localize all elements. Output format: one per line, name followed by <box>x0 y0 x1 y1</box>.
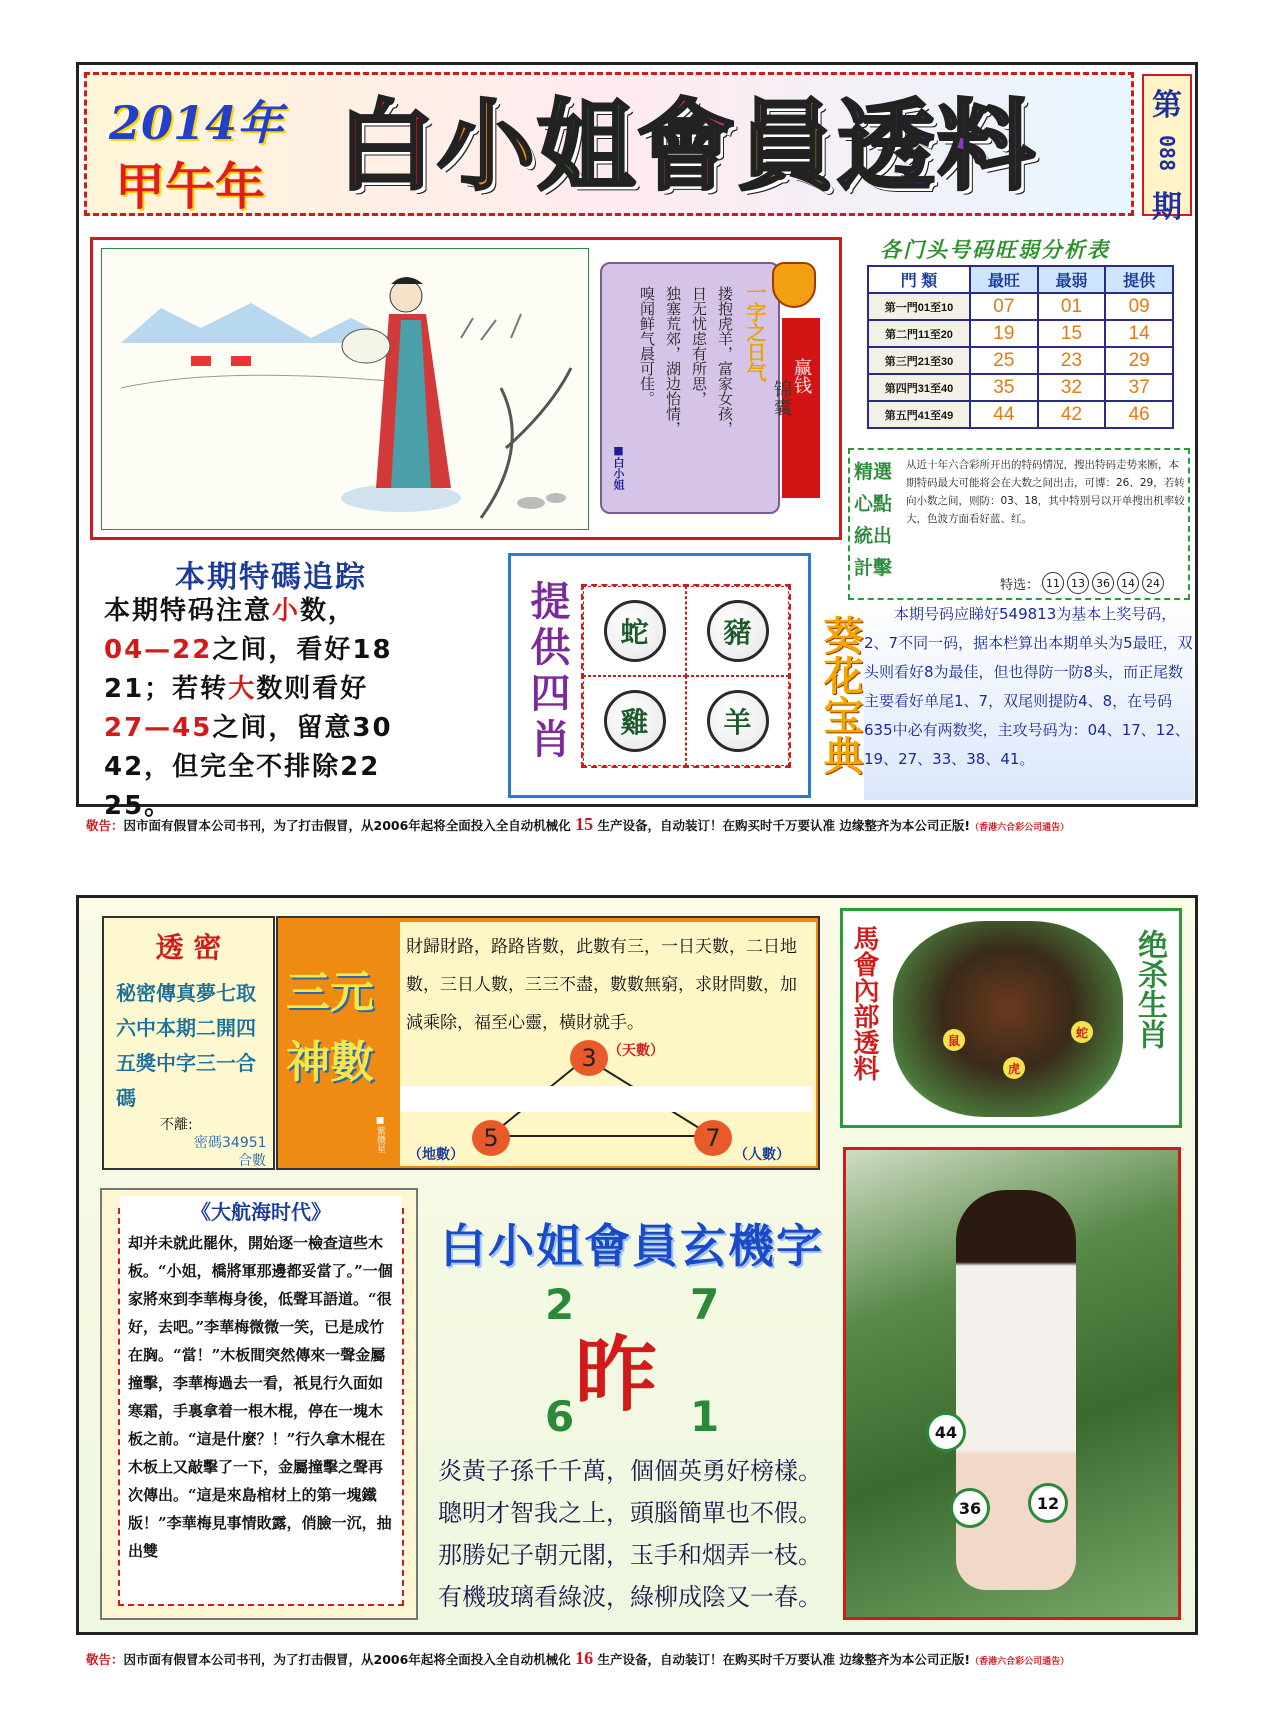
notice-text-a: 因市面有假冒本公司书刊，为了打击假冒，从2006年起将全面投入全自动机械化 <box>123 818 571 833</box>
title-char: 會 <box>637 89 736 204</box>
scroll-line: 搂抱虎羊，富家女孩， <box>716 286 734 436</box>
di-label: （地數） <box>408 1147 464 1163</box>
issue-box <box>1142 74 1192 225</box>
analysis-text: 从近十年六合彩所开出的特码情况，搜出特码走势来断，本期特码最大可能将会在大数之间出击，可博：26、29，若转向小数之间，则防：03、18，其中特别号以开单搜出机率较大，色波方面看好蓝、红。 <box>906 459 1185 525</box>
horse-photo <box>893 921 1123 1117</box>
story-text: 却并未就此罷休，開始逐一檢查這些木板。“小姐，橋將軍那邊都妥當了。”一個家將來到李華梅身後，低聲耳語道。“很好，去吧。”李華梅微微一笑，已是成竹在胸。“當！”木板間突然傳來一聲金屬撞擊，李華梅過去一看，衹見行久面如寒霜，手裏拿着一根木棍，停在一塊木板之前。“這是什麼？！”行久拿木棍在木板上又敲擊了一下，金屬撞擊之聲再次傳出。“這是來島棺材上的第一塊鐵版！”李華梅見事情敗露，俏臉一沉，抽出雙 <box>128 1234 393 1560</box>
zodiac-cell <box>686 676 789 766</box>
notice-text-b: 生产设备，自动装订！在购买时千万要认准 边缘整齐为本公司正版! <box>597 1652 971 1667</box>
story-title: 《大航海时代》 <box>120 1196 402 1225</box>
stats-value: 07 <box>970 293 1038 320</box>
stats-value: 09 <box>1105 293 1173 320</box>
title-char: 員 <box>737 89 836 204</box>
poem-line: 炎黃子孫千千萬，個個英勇好榜樣。 <box>438 1457 822 1485</box>
notice-publisher: （香港六合彩公司通告） <box>970 823 1070 833</box>
scroll-line: 独塞荒郊，湖边怡情， <box>664 286 682 436</box>
red-tag-top: 赢钱 <box>791 358 812 394</box>
mystery-title: 白小姐會員玄機字 <box>440 1219 824 1273</box>
notice-publisher: （香港六合彩公司通告） <box>970 1657 1070 1667</box>
stats-row-label: 第四門31至40 <box>868 374 970 401</box>
special-ball: 36 <box>1092 572 1114 594</box>
stats-value: 46 <box>1105 401 1173 428</box>
stats-header: 門 類 <box>868 266 970 293</box>
horse-tag: 虎 <box>1003 1057 1025 1079</box>
secret-title: 透 密 <box>155 931 222 964</box>
stats-value: 42 <box>1038 401 1106 428</box>
stats-value: 15 <box>1038 320 1106 347</box>
title-char: 透 <box>837 89 936 204</box>
header-year: 2014年 <box>109 96 284 150</box>
scroll-panel <box>600 262 780 514</box>
mystery-poem <box>438 1450 838 1618</box>
stats-header: 最弱 <box>1038 266 1106 293</box>
notice-text-b: 生产设备，自动装订！在购买时千万要认准 边缘整齐为本公司正版! <box>597 818 971 833</box>
notice-text-a: 因市面有假冒本公司书刊，为了打击假冒，从2006年起将全面投入全自动机械化 <box>123 1652 571 1667</box>
horse-tag: 蛇 <box>1071 1021 1093 1043</box>
photo-ball: 36 <box>950 1488 990 1528</box>
sunflower-side: 葵花宝典 <box>817 615 863 775</box>
horse-box <box>840 908 1182 1128</box>
zodiac-ball: 羊 <box>707 690 769 752</box>
stats-value: 25 <box>970 347 1038 374</box>
special-ball: 11 <box>1042 572 1064 594</box>
title-char: 料 <box>937 89 1036 204</box>
sanyuan-title: 三元神數 <box>286 967 374 1088</box>
analysis-side <box>854 458 904 582</box>
zodiac-cell <box>583 586 686 676</box>
notice-label: 敬告： <box>86 818 124 833</box>
stats-row-label: 第一門01至10 <box>868 293 970 320</box>
zodiac-ball: 雞 <box>604 690 666 752</box>
mystery-n4: 1 <box>690 1392 720 1441</box>
ren-label: （人數） <box>734 1147 790 1163</box>
analysis-box <box>848 448 1190 600</box>
mystery-n3: 6 <box>545 1392 575 1441</box>
horse-tag: 鼠 <box>943 1029 965 1051</box>
tracking-line: 27—45之间，留意30 <box>104 713 393 743</box>
tian-label: （天數） <box>608 1043 664 1059</box>
photo-ball: 44 <box>926 1412 966 1452</box>
stats-value: 37 <box>1105 374 1173 401</box>
secret-code: 密碼34951 <box>194 1135 267 1151</box>
mystery-char: 昨 <box>575 1327 658 1423</box>
stats-title: 各门头号码旺弱分析表 <box>880 238 1110 262</box>
secret-suffix: 合數 <box>238 1153 266 1169</box>
stats-value: 35 <box>970 374 1038 401</box>
tracking-line: 21；若转大数则看好 <box>104 674 369 704</box>
stats-row-label: 第五門41至49 <box>868 401 970 428</box>
poem-line: 那勝妃子朝元閣，玉手和烟弄一枝。 <box>438 1541 822 1569</box>
poem-line: 聰明才智我之上，頭腦簡單也不假。 <box>438 1499 822 1527</box>
analysis-side-word: 計擊 <box>854 557 893 579</box>
sanyuan-content <box>400 922 816 1166</box>
photo-ball: 12 <box>1028 1483 1068 1523</box>
stats-row-label: 第三門21至30 <box>868 347 970 374</box>
stats-value: 44 <box>970 401 1038 428</box>
issue-prefix: 第 <box>1152 88 1182 123</box>
secret-label: 不離: <box>160 1117 193 1133</box>
tracking-text <box>104 592 504 826</box>
analysis-side-word: 精選 <box>854 461 893 483</box>
red-tag-bottom: 锦囊 <box>771 380 792 416</box>
stats-row <box>868 401 1173 428</box>
scroll-author: ■白小姐 <box>612 444 625 490</box>
tracking-line: 04—22之间，看好18 <box>104 635 393 665</box>
ren-ball: 7 <box>694 1120 732 1156</box>
sanyuan-author: ■紫微星 <box>375 1116 385 1153</box>
stats-header: 最旺 <box>970 266 1038 293</box>
stats-row <box>868 293 1173 320</box>
special-row <box>1000 572 1164 594</box>
analysis-side-word: 心點 <box>854 493 893 515</box>
poem-line: 有機玻璃看綠波，綠柳成陰又一春。 <box>438 1583 822 1611</box>
stats-row-label: 第二門11至20 <box>868 320 970 347</box>
issue-suffix: 期 <box>1152 190 1182 225</box>
tracking-line: 25。 <box>104 791 173 821</box>
secret-box <box>102 916 275 1170</box>
model-photo <box>843 1147 1181 1620</box>
horse-tags <box>943 1021 1103 1081</box>
zodiac-grid <box>581 584 791 768</box>
stats-row <box>868 347 1173 374</box>
photo-balls <box>846 1150 1181 1620</box>
notice-bottom <box>86 1648 1069 1669</box>
scroll-line: 日无忧虑有所思， <box>690 286 708 406</box>
special-ball: 14 <box>1117 572 1139 594</box>
issue-number: 088 <box>1155 134 1179 172</box>
scroll-heading: 一字之日气 <box>743 282 767 382</box>
analysis-side-word: 統出 <box>854 525 893 547</box>
special-balls <box>1042 572 1164 594</box>
stats-value: 01 <box>1038 293 1106 320</box>
stats-table <box>867 265 1174 429</box>
shepherdess-illustration <box>101 248 589 530</box>
tracking-line: 42，但完全不排除22 <box>104 752 381 782</box>
zodiac-box <box>508 553 811 798</box>
zodiac-side: 提供四肖 <box>524 580 570 764</box>
di-ball: 5 <box>472 1120 510 1156</box>
stats-value: 29 <box>1105 347 1173 374</box>
bag-icon <box>772 262 816 308</box>
stats-row <box>868 374 1173 401</box>
horse-left-title: 馬會內部透料 <box>849 925 879 1081</box>
special-ball: 13 <box>1067 572 1089 594</box>
stats-header: 提供 <box>1105 266 1173 293</box>
scroll-line: 嗅闻鲜气晨可佳。 <box>638 286 656 406</box>
tian-ball: 3 <box>570 1040 608 1076</box>
stats-value: 32 <box>1038 374 1106 401</box>
stats-value: 14 <box>1105 320 1173 347</box>
stats-row <box>868 320 1173 347</box>
tracking-line: 本期特码注意小数， <box>104 596 357 626</box>
scroll-verse <box>636 286 736 436</box>
secret-text: 秘密傳真夢七取六中本期二開四五獎中字三一合碼 <box>116 981 256 1110</box>
stats-value: 23 <box>1038 347 1106 374</box>
sanyuan-text: 財歸財路，路路皆數，此數有三，一日天數，二日地數，三日人數，三三不盡，數數無窮，求財問數，加減乘除，福至心靈，橫財就手。 <box>406 937 797 1033</box>
special-label: 特选： <box>1000 577 1040 593</box>
story-inner <box>118 1200 404 1606</box>
title-char: 白 <box>337 89 436 204</box>
notice-page: 15 <box>575 814 594 834</box>
tracking-title: 本期特碼追踪 <box>175 560 367 595</box>
header-banner <box>84 72 1134 216</box>
title-char: 小 <box>437 89 536 204</box>
sunflower-text: 本期号码应睇好549813为基本上奖号码，2、7不同一码，据本栏算出本期单头为5最旺，双头则看好8为最佳，但也得防一防8头，而正尾数主要看好单尾1、7，双尾则提防4、8，在号码635中必有两数奖，主攻号码为：04、17、12、19、27、33、38、41。 <box>864 600 1194 800</box>
zodiac-ball: 豬 <box>707 600 769 662</box>
notice-label: 敬告： <box>86 1652 124 1667</box>
zodiac-cell <box>686 586 789 676</box>
notice-page: 16 <box>575 1648 594 1668</box>
header-title <box>337 89 1035 204</box>
zodiac-cell <box>583 676 686 766</box>
story-box <box>100 1188 418 1620</box>
stats-value: 19 <box>970 320 1038 347</box>
special-ball: 24 <box>1142 572 1164 594</box>
header-ganzhi: 甲午年 <box>115 158 265 216</box>
zodiac-ball: 蛇 <box>604 600 666 662</box>
mystery-n2: 7 <box>690 1280 720 1329</box>
mystery-n1: 2 <box>545 1280 575 1329</box>
sanyuan-box <box>276 916 820 1170</box>
notice-top <box>86 814 1069 835</box>
horse-right-title: 绝杀生肖 <box>1132 929 1167 1049</box>
title-char: 姐 <box>537 89 636 204</box>
